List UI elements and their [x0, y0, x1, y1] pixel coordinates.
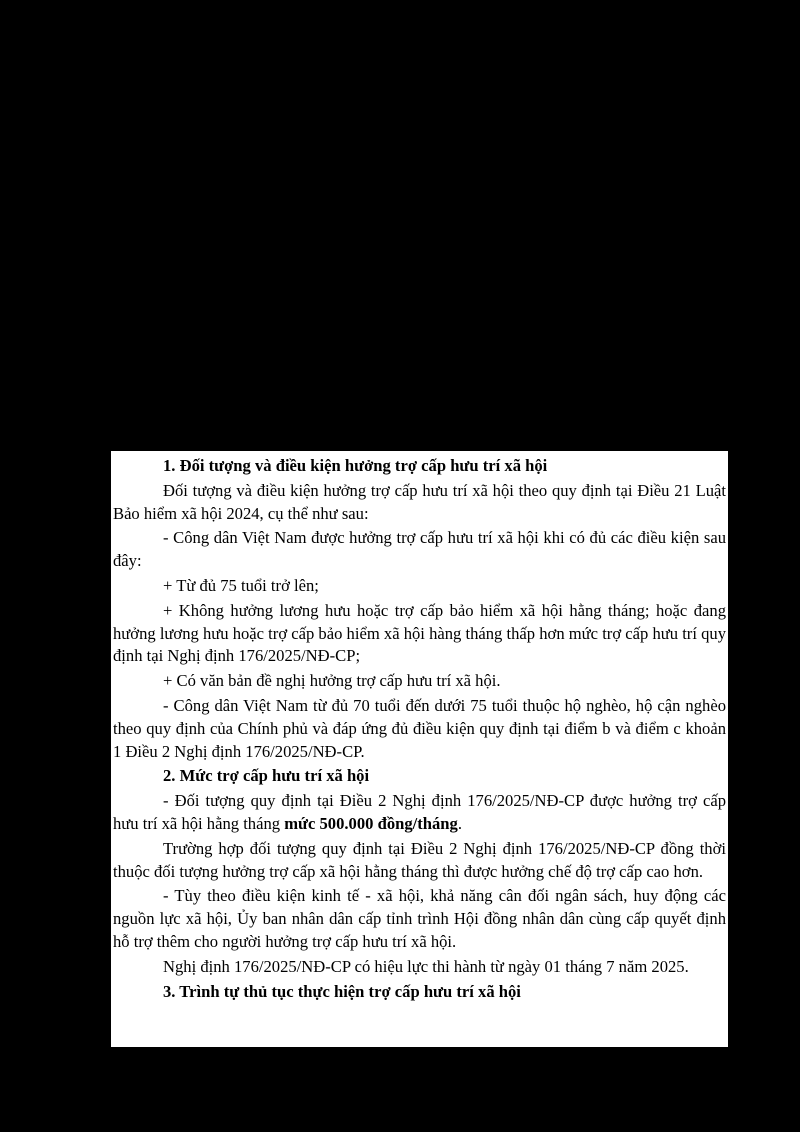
- section-2-para-1-text: - Đối tượng quy định tại Điều 2 Nghị định 176/2025/NĐ-CP được hưởng trợ cấp hưu trí xã hội hằng tháng: [113, 791, 726, 833]
- section-2-para-4: Nghị định 176/2025/NĐ-CP có hiệu lực thi hành từ ngày 01 tháng 7 năm 2025.: [163, 956, 689, 976]
- section-2-para-3: - Tùy theo điều kiện kinh tế - xã hội, khả năng cân đối ngân sách, huy động các nguồn lực xã hội, Ủy ban nhân dân cấp tỉnh trình Hội đồng nhân dân cùng cấp quyết định hỗ trợ thêm cho người hưởng trợ cấp hưu trí xã hội.: [113, 886, 726, 951]
- section-1-heading: 1. Đối tượng và điều kiện hưởng trợ cấp hưu trí xã hội: [163, 456, 548, 475]
- condition-pension: + Không hưởng lương hưu hoặc trợ cấp bảo hiểm xã hội hằng tháng; hoặc đang hưởng lương hưu hoặc trợ cấp bảo hiểm xã hội hàng tháng thấp hơn mức trợ cấp hưu trí quy định tại Nghị định 176/2025/NĐ-CP;: [113, 600, 726, 666]
- document-page: [111, 451, 728, 1047]
- benefit-amount: mức 500.000 đồng/tháng: [284, 813, 458, 833]
- section-2-para-2: Trường hợp đối tượng quy định tại Điều 2 Nghị định 176/2025/NĐ-CP đồng thời thuộc đối tượng hưởng trợ cấp xã hội hằng tháng thì được hưởng chế độ trợ cấp cao hơn.: [113, 838, 726, 881]
- condition-age: + Từ đủ 75 tuổi trở lên;: [163, 575, 319, 595]
- section-2-para-1-end: .: [457, 813, 462, 833]
- section-2-heading: 2. Mức trợ cấp hưu trí xã hội: [163, 766, 370, 786]
- section-3-heading: 3. Trình tự thủ tục thực hiện trợ cấp hưu trí xã hội: [163, 981, 521, 1001]
- section-1-item-b: - Công dân Việt Nam từ đủ 70 tuổi đến dưới 75 tuổi thuộc hộ nghèo, hộ cận nghèo theo quy định của Chính phủ và đáp ứng đủ điều kiện quy định tại điểm b và điểm c khoản 1 Điều 2 Nghị định 176/2025/NĐ-CP.: [113, 695, 726, 761]
- section-1-intro: Đối tượng và điều kiện hưởng trợ cấp hưu trí xã hội theo quy định tại Điều 21 Luật Bảo hiểm xã hội 2024, cụ thể như sau:: [113, 480, 726, 523]
- section-1-item-a: - Công dân Việt Nam được hưởng trợ cấp hưu trí xã hội khi có đủ các điều kiện sau đây:: [113, 528, 726, 571]
- condition-request: + Có văn bản đề nghị hưởng trợ cấp hưu trí xã hội.: [163, 671, 501, 691]
- section-2-para-1: [113, 790, 726, 836]
